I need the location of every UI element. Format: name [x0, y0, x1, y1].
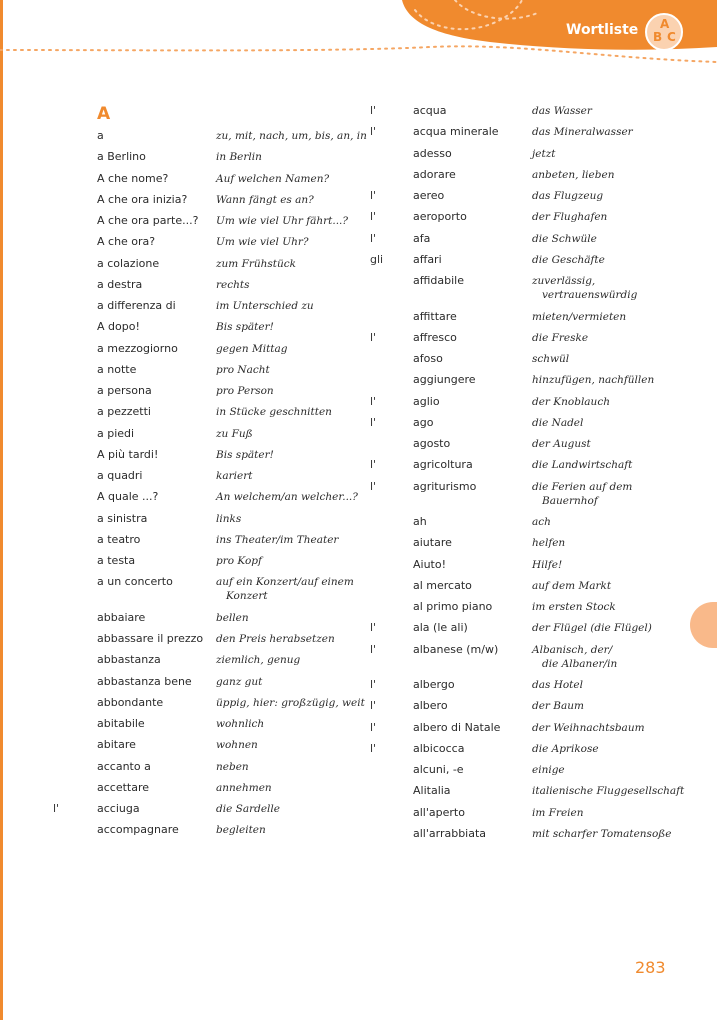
- german-translation: [532, 416, 583, 430]
- translation-line: Wann fängt es an?: [216, 193, 314, 206]
- badge-letter-a: A: [660, 17, 670, 31]
- translation-line: Bis später!: [216, 448, 274, 461]
- translation-line: den Preis herabsetzen: [216, 633, 335, 645]
- translation-line: in Stücke geschnitten: [216, 406, 332, 419]
- german-translation: [532, 621, 652, 635]
- translation-line: helfen: [532, 537, 566, 550]
- italian-term: aiutare: [413, 536, 452, 550]
- german-translation: [216, 363, 270, 377]
- translation-line: das Flugzeug: [532, 190, 604, 202]
- german-translation: [532, 373, 654, 387]
- german-translation: [532, 515, 551, 529]
- italian-term: a un concerto: [97, 575, 173, 589]
- italian-term: albergo: [413, 678, 455, 691]
- german-translation: [216, 214, 348, 228]
- translation-line: auf dem Markt: [532, 579, 612, 592]
- translation-line: bellen: [216, 611, 249, 624]
- italian-term: affidabile: [413, 274, 464, 287]
- translation-line: Hilfe!: [532, 558, 563, 571]
- translation-line: der Baum: [532, 700, 584, 713]
- german-translation: [216, 717, 264, 731]
- translation-line: üppig, hier: großzügig, weit: [216, 696, 365, 709]
- german-translation: [216, 384, 274, 398]
- translation-line: zu, mit, nach, um, bis, an, in: [216, 130, 367, 142]
- italian-term: accanto a: [97, 759, 151, 773]
- translation-line: der Weihnachtsbaum: [532, 721, 645, 734]
- german-translation: [532, 458, 632, 472]
- german-translation: [532, 600, 616, 614]
- translation-line: Konzert: [226, 590, 268, 603]
- italian-term: a Berlino: [97, 150, 146, 164]
- translation-line: der Flügel (die Flügel): [532, 622, 652, 635]
- translation-line: auf ein Konzert/auf einem: [216, 576, 354, 589]
- translation-line: kariert: [216, 470, 253, 482]
- translation-line: mieten/vermieten: [532, 310, 627, 323]
- german-translation: [216, 427, 253, 441]
- german-translation: [532, 678, 583, 692]
- italian-term: a colazione: [97, 256, 160, 270]
- page-edge-bar: [0, 0, 3, 1020]
- translation-line: das Mineralwasser: [532, 126, 633, 139]
- german-translation: [216, 129, 367, 143]
- german-translation: [216, 653, 300, 667]
- german-translation: [216, 554, 262, 568]
- translation-line: zu Fuß: [216, 427, 253, 440]
- translation-line: der August: [532, 438, 591, 450]
- translation-line: gegen Mittag: [216, 342, 288, 355]
- italian-term: affittare: [413, 309, 457, 323]
- italian-term: aglio: [413, 394, 440, 408]
- badge-letter-c: C: [667, 30, 676, 44]
- translation-line: ins Theater/im Theater: [216, 533, 339, 546]
- italian-term: affresco: [413, 330, 457, 344]
- german-translation: [216, 823, 266, 837]
- header-title: Wortliste: [566, 22, 639, 38]
- italian-term: abitare: [97, 738, 136, 752]
- italian-term: A che nome?: [97, 171, 169, 185]
- german-translation: [532, 274, 637, 302]
- article: gli: [370, 252, 384, 266]
- italian-term: ago: [413, 415, 434, 429]
- italian-term: albanese (m/w): [413, 642, 499, 656]
- italian-term: acqua minerale: [413, 125, 499, 139]
- italian-term: acqua: [413, 104, 447, 117]
- translation-line: ganz gut: [216, 675, 263, 688]
- translation-line: die Ferien auf dem: [532, 480, 633, 493]
- italian-term: accompagnare: [97, 823, 179, 837]
- german-translation: [532, 536, 565, 550]
- german-translation: [532, 643, 617, 671]
- italian-term: a teatro: [97, 532, 141, 546]
- german-translation: [216, 342, 288, 356]
- italian-term: agosto: [413, 437, 451, 450]
- german-translation: [532, 253, 605, 267]
- italian-term: a piedi: [97, 426, 135, 440]
- german-translation: [532, 806, 584, 820]
- article: l': [370, 642, 377, 656]
- translation-line: das Wasser: [532, 105, 592, 117]
- italian-term: a testa: [97, 554, 136, 567]
- italian-term: aeroporto: [413, 210, 467, 224]
- german-translation: [216, 802, 280, 816]
- italian-term: adesso: [413, 146, 452, 160]
- italian-term: all'arrabbiata: [413, 826, 487, 840]
- italian-term: ah: [413, 515, 427, 528]
- translation-line: der Flughafen: [532, 211, 608, 224]
- abc-badge-icon: [645, 13, 683, 51]
- german-translation: [216, 512, 241, 526]
- german-translation: [532, 699, 584, 713]
- italian-term: abbaiare: [97, 610, 146, 624]
- article: l': [370, 104, 377, 117]
- german-translation: [532, 480, 632, 508]
- german-translation: [216, 172, 329, 186]
- german-translation: [216, 299, 314, 313]
- translation-line: die Sardelle: [216, 803, 280, 815]
- italian-term: a persona: [97, 384, 152, 397]
- italian-term: A che ora parte...?: [97, 214, 199, 227]
- italian-term: albero di Natale: [413, 720, 501, 734]
- article: l': [370, 415, 377, 429]
- translation-line: im ersten Stock: [532, 601, 616, 613]
- italian-term: afoso: [413, 352, 443, 365]
- italian-term: albero: [413, 699, 448, 713]
- italian-term: agricoltura: [413, 458, 473, 472]
- italian-term: aggiungere: [413, 373, 476, 387]
- german-translation: [532, 310, 626, 324]
- translation-line: ach: [532, 516, 551, 528]
- italian-term: albicocca: [413, 741, 465, 755]
- german-translation: [216, 632, 335, 646]
- german-translation: [532, 210, 607, 224]
- german-translation: [532, 763, 565, 777]
- italian-term: affari: [413, 252, 442, 266]
- translation-line: italienische Fluggesellschaft: [532, 785, 685, 798]
- translation-line: im Unterschied zu: [216, 300, 314, 312]
- german-translation: [532, 104, 592, 118]
- italian-term: alcuni, -e: [413, 763, 464, 776]
- italian-term: ala (le ali): [413, 621, 468, 635]
- translation-line: annehmen: [216, 781, 272, 794]
- translation-line: die Geschäfte: [532, 253, 605, 266]
- german-translation: [532, 147, 555, 161]
- translation-line: vertrauenswürdig: [542, 289, 638, 301]
- translation-line: die Schwüle: [532, 232, 597, 245]
- translation-line: wohnen: [216, 739, 258, 752]
- italian-term: Alitalia: [413, 784, 451, 798]
- german-translation: [216, 696, 365, 710]
- italian-term: abbastanza: [97, 653, 161, 667]
- german-translation: [216, 738, 258, 752]
- translation-line: die Albaner/in: [542, 657, 618, 670]
- german-translation: [216, 448, 274, 462]
- german-translation: [532, 352, 569, 366]
- italian-term: A quale ...?: [97, 490, 159, 504]
- translation-line: mit scharfer Tomatensoße: [532, 827, 672, 840]
- italian-term: a pezzetti: [97, 405, 151, 419]
- german-translation: [532, 579, 611, 593]
- german-translation: [216, 193, 314, 207]
- german-translation: [532, 721, 645, 735]
- article: l': [370, 125, 377, 139]
- translation-line: neben: [216, 760, 249, 773]
- italian-term: a differenza di: [97, 299, 176, 312]
- article: l': [370, 678, 377, 691]
- translation-line: einige: [532, 764, 565, 776]
- translation-line: hinzufügen, nachfüllen: [532, 374, 655, 387]
- article: l': [370, 458, 377, 472]
- italian-term: abitabile: [97, 717, 145, 730]
- german-translation: [532, 125, 633, 139]
- german-translation: [532, 168, 614, 182]
- german-translation: [216, 611, 249, 625]
- translation-line: Um wie viel Uhr?: [216, 236, 309, 249]
- translation-line: ziemlich, genug: [216, 654, 301, 667]
- german-translation: [532, 827, 672, 841]
- translation-line: pro Kopf: [216, 555, 262, 567]
- german-translation: [532, 331, 588, 345]
- translation-line: zum Frühstück: [216, 257, 297, 270]
- german-translation: [216, 257, 296, 271]
- german-translation: [532, 232, 597, 246]
- translation-line: die Aprikose: [532, 742, 599, 755]
- translation-line: Bis später!: [216, 321, 274, 334]
- italian-term: A più tardi!: [97, 447, 159, 461]
- translation-line: rechts: [216, 278, 250, 291]
- translation-line: wohnlich: [216, 718, 265, 730]
- german-translation: [532, 437, 591, 451]
- translation-line: anbeten, lieben: [532, 168, 615, 181]
- italian-term: a: [97, 129, 104, 142]
- german-translation: [532, 189, 603, 203]
- german-translation: [216, 675, 262, 689]
- translation-line: die Freske: [532, 331, 589, 344]
- translation-line: begleiten: [216, 824, 266, 837]
- italian-term: abbassare il prezzo: [97, 632, 204, 645]
- article: l': [370, 720, 377, 734]
- italian-term: acciuga: [97, 802, 140, 815]
- translation-line: pro Person: [216, 385, 274, 397]
- translation-line: die Landwirtschaft: [532, 459, 633, 472]
- italian-term: al primo piano: [413, 600, 493, 613]
- italian-term: agriturismo: [413, 479, 477, 493]
- article: l': [370, 210, 377, 224]
- italian-term: Aiuto!: [413, 557, 447, 571]
- german-translation: [216, 760, 249, 774]
- page-number: 283: [635, 958, 666, 977]
- italian-term: A che ora inizia?: [97, 192, 188, 206]
- german-translation: [532, 558, 562, 572]
- article: l': [370, 189, 377, 202]
- translation-line: jetzt: [532, 147, 556, 160]
- article: l': [370, 699, 377, 713]
- translation-line: Um wie viel Uhr fährt...?: [216, 215, 348, 227]
- translation-line: Albanisch, der/: [532, 643, 613, 656]
- german-translation: [216, 575, 354, 603]
- article: l': [370, 394, 377, 408]
- italian-term: a sinistra: [97, 511, 148, 525]
- german-translation: [216, 278, 249, 292]
- translation-line: schwül: [532, 353, 570, 365]
- german-translation: [532, 784, 684, 798]
- german-translation: [216, 469, 252, 483]
- article: l': [53, 802, 60, 815]
- german-translation: [532, 742, 599, 756]
- german-translation: [216, 490, 358, 504]
- section-letter: A: [97, 104, 111, 124]
- translation-line: Auf welchen Namen?: [216, 172, 330, 185]
- italian-term: abbondante: [97, 695, 164, 709]
- german-translation: [216, 405, 332, 419]
- translation-line: pro Nacht: [216, 363, 270, 376]
- translation-line: in Berlin: [216, 151, 262, 164]
- badge-letter-b: B: [653, 30, 663, 44]
- translation-line: die Nadel: [532, 416, 584, 429]
- article: l': [370, 621, 377, 635]
- article: l': [370, 741, 377, 755]
- italian-term: a mezzogiorno: [97, 341, 178, 355]
- translation-line: An welchem/an welcher...?: [216, 491, 358, 504]
- side-thumb-tab: [690, 602, 717, 648]
- german-translation: [216, 533, 338, 547]
- italian-term: A che ora?: [97, 235, 156, 249]
- translation-line: das Hotel: [532, 679, 583, 691]
- translation-line: links: [216, 512, 242, 525]
- article: l': [370, 479, 377, 493]
- german-translation: [216, 235, 309, 249]
- italian-term: A dopo!: [97, 320, 140, 334]
- italian-term: afa: [413, 231, 431, 245]
- italian-term: aereo: [413, 189, 445, 202]
- italian-term: al mercato: [413, 578, 472, 592]
- italian-term: accettare: [97, 780, 150, 794]
- italian-term: all'aperto: [413, 805, 465, 819]
- translation-line: zuverlässig,: [532, 275, 596, 287]
- translation-line: der Knoblauch: [532, 395, 610, 408]
- translation-line: im Freien: [532, 806, 584, 819]
- italian-term: a notte: [97, 362, 137, 376]
- article: l': [370, 231, 377, 245]
- german-translation: [216, 320, 274, 334]
- german-translation: [216, 781, 272, 795]
- italian-term: a quadri: [97, 469, 143, 482]
- italian-term: a destra: [97, 277, 143, 291]
- article: l': [370, 330, 377, 344]
- german-translation: [216, 150, 262, 164]
- german-translation: [532, 395, 610, 409]
- italian-term: abbastanza bene: [97, 674, 192, 688]
- translation-line: Bauernhof: [542, 494, 598, 507]
- italian-term: adorare: [413, 167, 456, 181]
